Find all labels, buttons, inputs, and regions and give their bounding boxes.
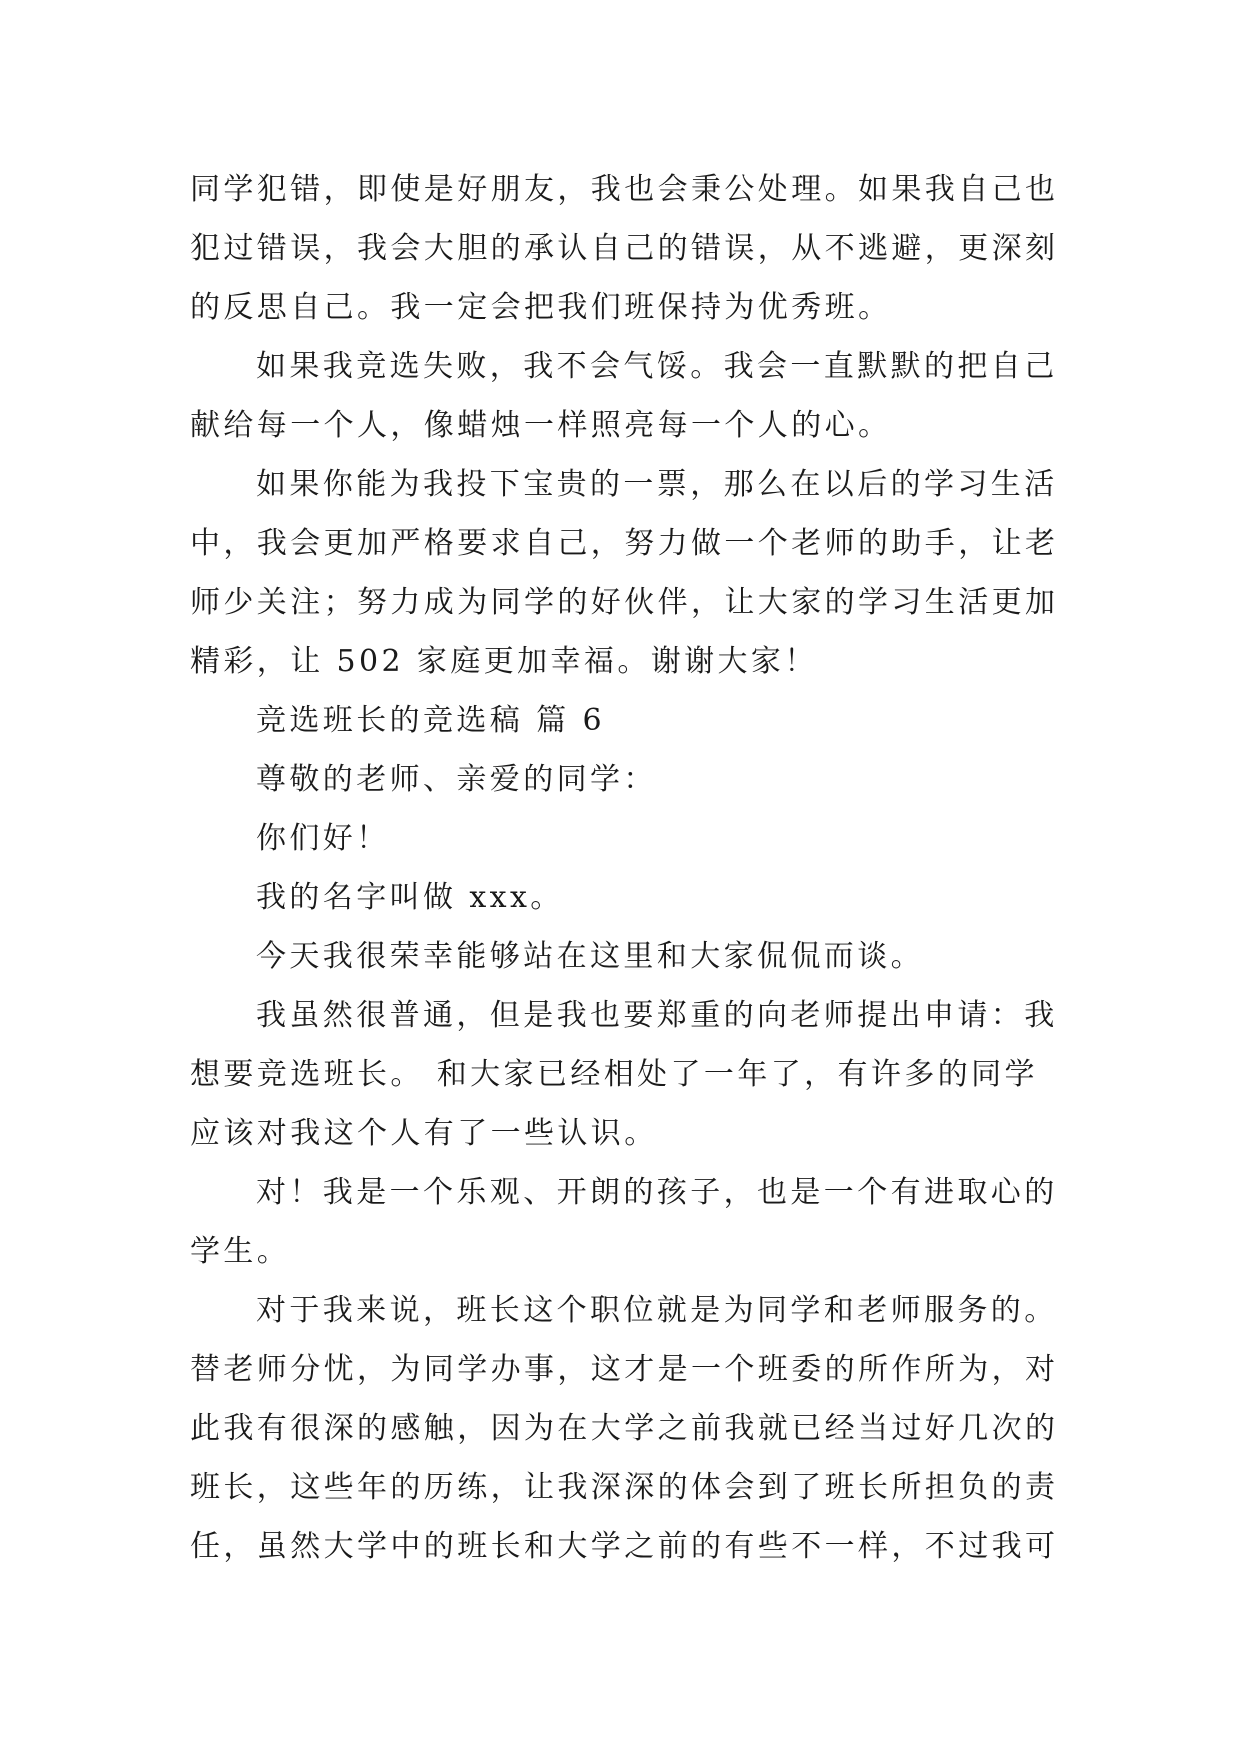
text-line: 对于我来说，班长这个职位就是为同学和老师服务的。	[256, 1293, 1058, 1328]
text-line: 如果我竞选失败，我不会气馁。我会一直默默的把自己	[256, 349, 1058, 384]
text-line: 班长，这些年的历练，让我深深的体会到了班长所担负的责	[190, 1470, 1059, 1505]
text-line: 对！我是一个乐观、开朗的孩子，也是一个有进取心的	[256, 1175, 1058, 1210]
text-line: 学生。	[190, 1234, 291, 1269]
text-line: 想要竞选班长。 和大家已经相处了一年了，有许多的同学	[190, 1057, 1038, 1092]
text-line: 应该对我这个人有了一些认识。	[190, 1116, 658, 1151]
text-line: 今天我很荣幸能够站在这里和大家侃侃而谈。	[256, 939, 924, 974]
document-body	[190, 160, 1070, 1576]
text-line: 同学犯错，即使是好朋友，我也会秉公处理。如果我自己也	[190, 172, 1059, 207]
text-line: 犯过错误，我会大胆的承认自己的错误，从不逃避，更深刻	[190, 231, 1059, 266]
text-line: 我的名字叫做 xxx。	[256, 880, 564, 915]
text-line: 献给每一个人，像蜡烛一样照亮每一个人的心。	[190, 408, 892, 443]
text-line: 竞选班长的竞选稿 篇 6	[256, 703, 605, 738]
text-line: 我虽然很普通，但是我也要郑重的向老师提出申请：我	[256, 998, 1058, 1033]
text-line: 任，虽然大学中的班长和大学之前的有些不一样，不过我可	[190, 1529, 1059, 1564]
text-line: 你们好！	[256, 821, 390, 856]
text-line: 此我有很深的感触，因为在大学之前我就已经当过好几次的	[190, 1411, 1059, 1446]
text-line: 师少关注；努力成为同学的好伙伴，让大家的学习生活更加	[190, 585, 1059, 620]
text-line: 的反思自己。我一定会把我们班保持为优秀班。	[190, 290, 892, 325]
text-line: 精彩，让 502 家庭更加幸福。谢谢大家！	[190, 644, 818, 679]
text-line: 中，我会更加严格要求自己，努力做一个老师的助手，让老	[190, 526, 1059, 561]
text-line: 尊敬的老师、亲爱的同学：	[256, 762, 657, 797]
text-line: 替老师分忧，为同学办事，这才是一个班委的所作所为，对	[190, 1352, 1059, 1387]
text-line: 如果你能为我投下宝贵的一票，那么在以后的学习生活	[256, 467, 1058, 502]
